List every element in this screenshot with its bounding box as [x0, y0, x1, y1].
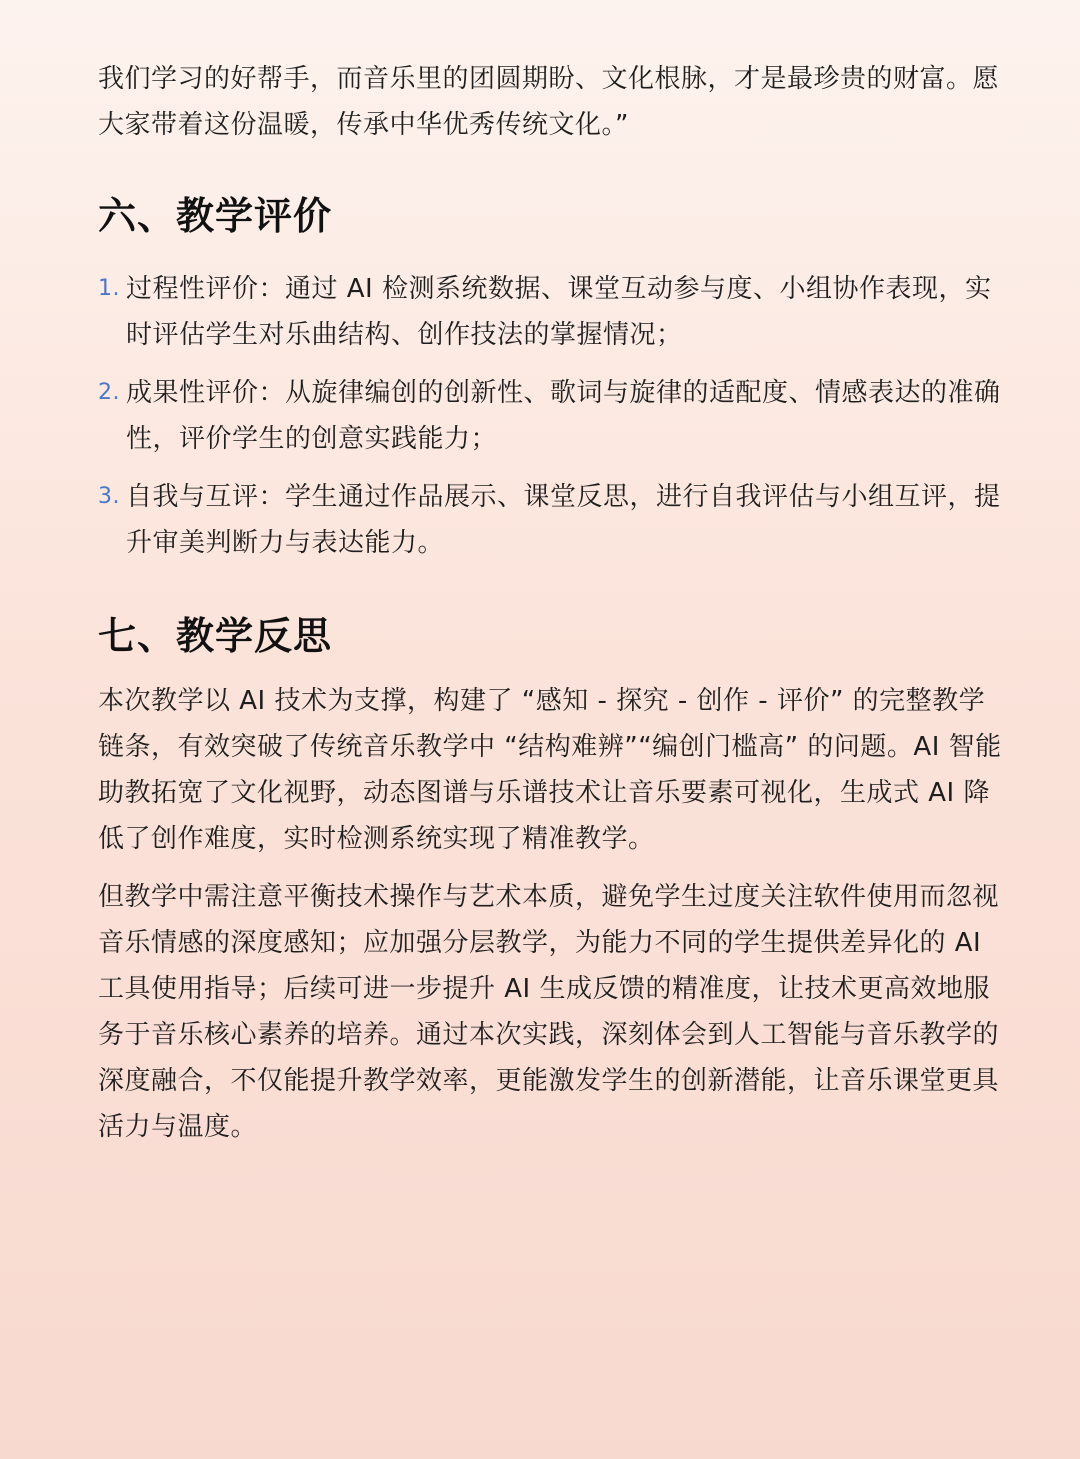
document-page — [98, 56, 1008, 1150]
section-7-title: 七、教学反思 — [98, 614, 333, 658]
list-item — [98, 370, 1008, 462]
list-item — [98, 474, 1008, 566]
reflection-paragraph-1: 本次教学以 AI 技术为支撑，构建了 “感知 - 探究 - 创作 - 评价” 的完整教学链条，有效突破了传统音乐教学中 “结构难辨”“编创门槛高” 的问题。AI 智能助教拓宽了文化视野，动态图谱与乐谱技术让音乐要素可视化，生成式 AI 降低了创作难度，实时检测系统实现了精准教学。 — [98, 686, 1002, 854]
list-item-text: 自我与互评：学生通过作品展示、课堂反思，进行自我评估与小组互评，提升审美判断力与表达能力。 — [126, 482, 1001, 558]
list-item-text: 成果性评价：从旋律编创的创新性、歌词与旋律的适配度、情感表达的准确性，评价学生的创意实践能力； — [126, 378, 1001, 454]
reflection-paragraph-2: 但教学中需注意平衡技术操作与艺术本质，避免学生过度关注软件使用而忽视音乐情感的深度感知；应加强分层教学，为能力不同的学生提供差异化的 AI 工具使用指导；后续可进一步提升 AI 生成反馈的精准度，让技术更高效地服务于音乐核心素养的培养。通过本次实践，深刻体会到人工智能与音乐教学的深度融合，不仅能提升教学效率，更能激发学生的创新潜能，让音乐课堂更具活力与温度。 — [98, 882, 1000, 1142]
list-item-text: 过程性评价：通过 AI 检测系统数据、课堂互动参与度、小组协作表现，实时评估学生对乐曲结构、创作技法的掌握情况； — [126, 274, 992, 350]
list-item — [98, 266, 1008, 358]
section-6-title: 六、教学评价 — [98, 194, 333, 238]
evaluation-list — [98, 266, 1008, 566]
intro-paragraph: 我们学习的好帮手，而音乐里的团圆期盼、文化根脉，才是最珍贵的财富。愿大家带着这份温暖，传承中华优秀传统文化。” — [98, 64, 1000, 140]
list-number: 3. — [98, 484, 120, 509]
list-number: 1. — [98, 276, 120, 301]
list-number: 2. — [98, 380, 120, 405]
